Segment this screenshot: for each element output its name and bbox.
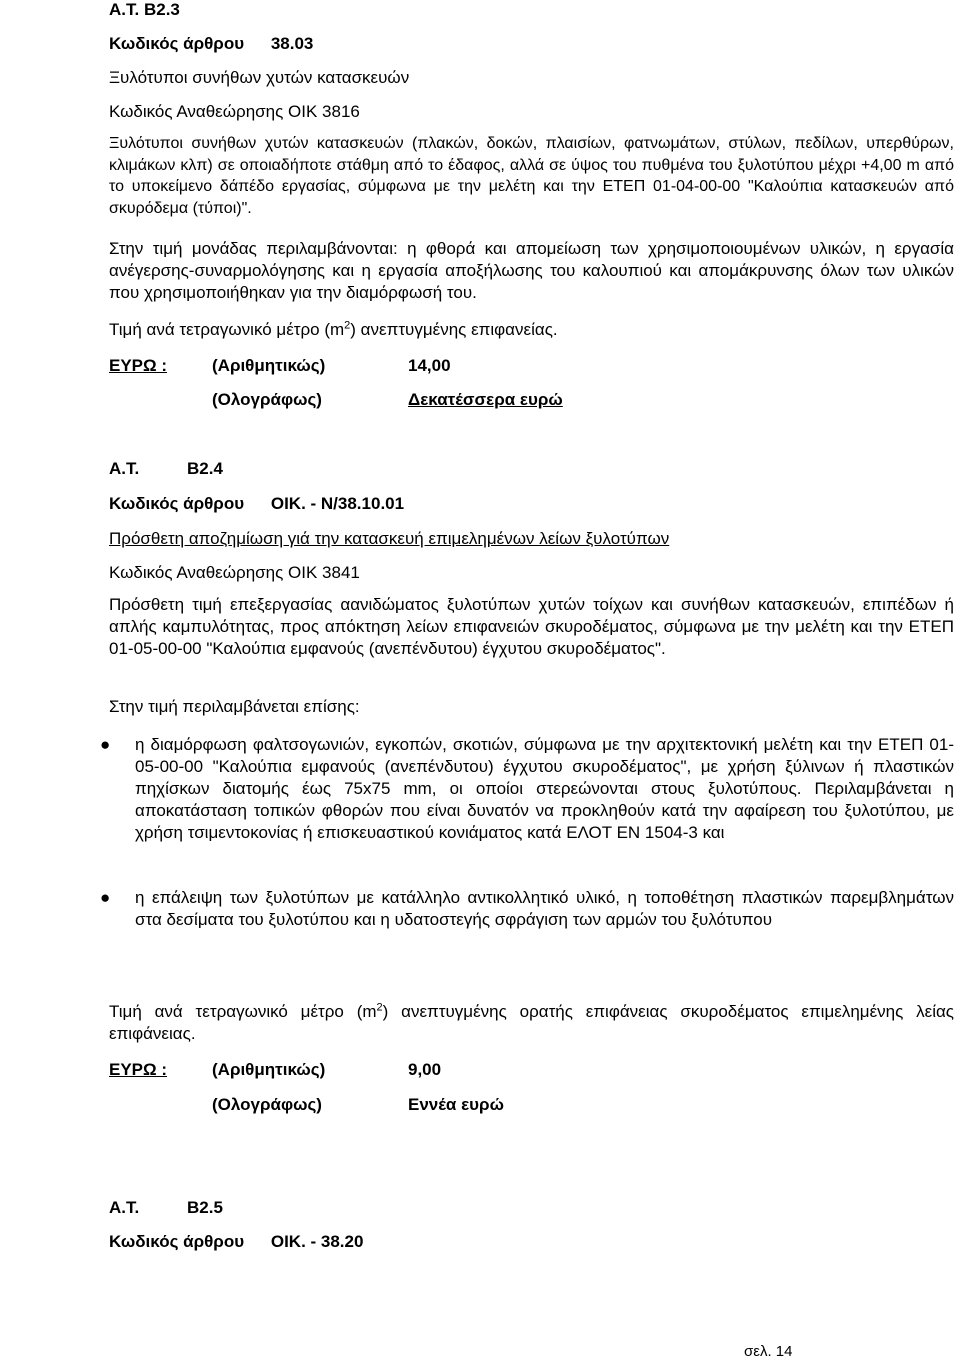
s1-price-numeric-row: [109, 356, 809, 376]
s2-includes-label: Στην τιμή περιλαμβάνεται επίσης:: [109, 697, 360, 716]
s2-description: Πρόσθετη τιμή επεξεργασίας αανιδώματος ξυλοτύπων χυτών τοίχων και συνήθων κατασκευών, επιπέδων ή απλής καμπυλότητας, προς απόκτηση λείων επιφανειών σκυροδέματος, σύμφωνα με την μελέτη και την ΕΤΕΠ 01-05-00-00 "Καλούπια εμφανούς (ανεπένδυτου) έγχυτου σκυροδέματος".: [109, 595, 954, 658]
s2-words-label: (Ολογράφως): [212, 1095, 322, 1114]
s2-numeric-value: 9,00: [408, 1060, 442, 1079]
s2-bullet-1: η διαμόρφωση φαλτσογωνιών, εγκοπών, σκοτιών, σύμφωνα με την αρχιτεκτονική μελέτη και την ΕΤΕΠ 01-05-00-00 "Καλούπια εμφανούς (ανεπένδυτου) έγχυτου σκυροδέματος", με χρήση ξύλινων ή πλαστικών πηχίσκων διατομής έως 75x75 mm, οι οποίοι στερεώνονται στους ξυλοτύπους. Περιλαμβάνεται η αποκατάσταση τοπικών φθορών που είναι δυνατόν να προκληθούν κατά την αφαίρεση του ξυλοτύπου, με χρήση τσιμεντοκονίας ή επισκευαστικού κονιάματος κατά ΕΛΟΤ ΕΝ 1504-3 και: [135, 735, 954, 842]
s2-revision: Κωδικός Αναθεώρησης ΟΙΚ 3841: [109, 563, 360, 582]
s2-bullet-2: η επάλειψη των ξυλοτύπων με κατάλληλο αντικολλητικό υλικό, η τοποθέτηση πλαστικών παρεμβλημάτων στα δεσίματα του ξυλοτύπου και η υδατοστεγής σφράγιση των αρμών του ξυλότυπου: [135, 888, 954, 929]
s1-words-label: (Ολογράφως): [212, 390, 322, 409]
s1-code-row: [109, 34, 313, 54]
s1-title: Ξυλότυποι συνήθων χυτών κατασκευών: [109, 68, 410, 87]
s1-unit-sup: 2: [344, 319, 351, 332]
s1-numeric-label: (Αριθμητικώς): [212, 356, 326, 375]
s2-unit-line: [109, 1001, 954, 1045]
s2-at-label: Α.Τ.: [109, 459, 140, 478]
s1-revision: Κωδικός Αναθεώρησης ΟΙΚ 3816: [109, 102, 360, 121]
s2-unit-sup: 2: [376, 1001, 383, 1014]
s1-euro-label: ΕΥΡΩ :: [109, 356, 168, 375]
s2-code-value: ΟΙΚ. - Ν/38.10.01: [270, 494, 405, 513]
s1-description: Ξυλότυποι συνήθων χυτών κατασκευών (πλακών, δοκών, πλαισίων, φατνωμάτων, στύλων, πεδίλων, υπερθύρων, κλιμάκων κλπ) σε οποιαδήποτε στάθμη από το έδαφος, αλλά σε ύψος του πυθμένα του ξυλοτύπου μέχρι +4,00 m από το υποκείμενο δάπέδο εργασίας, σύμφωνα με την μελέτη και την ΕΤΕΠ 01-04-00-00 "Καλούπια κατασκευών από σκυρόδεμα (τύποι)".: [109, 135, 954, 217]
s2-title: Πρόσθετη αποζημίωση γιά την κατασκευή επιμελημένων λείων ξυλοτύπων: [109, 529, 670, 548]
s3-code-label: Κωδικός άρθρου: [109, 1232, 245, 1251]
s2-price-numeric-row: [109, 1060, 809, 1080]
bullet-icon: ●: [100, 735, 111, 754]
s1-code-value: 38.03: [270, 34, 314, 53]
s2-words-value: Εννέα ευρώ: [408, 1095, 504, 1114]
s2-code-row: [109, 494, 404, 514]
s2-numeric-label: (Αριθμητικώς): [212, 1060, 326, 1079]
s3-code-value: ΟΙΚ. - 38.20: [270, 1232, 364, 1251]
s1-code-label: Κωδικός άρθρου: [109, 34, 245, 53]
bullet-icon: ●: [100, 888, 111, 907]
s3-code-row: [109, 1232, 363, 1252]
s1-unit-post: ) ανεπτυγμένης επιφανείας.: [350, 320, 558, 339]
s1-at-label: Α.Τ. Β2.3: [109, 0, 180, 19]
s2-at-row: [109, 459, 509, 479]
s2-code-label: Κωδικός άρθρου: [109, 494, 245, 513]
s1-unit-line: [109, 320, 558, 340]
s1-words-value: Δεκατέσσερα ευρώ: [408, 390, 563, 409]
s2-euro-label: ΕΥΡΩ :: [109, 1060, 168, 1079]
s3-at-row: [109, 1198, 509, 1218]
s2-unit-pre: Τιμή ανά τετραγωνικό μέτρο (m: [109, 1002, 377, 1021]
s1-includes: Στην τιμή μονάδας περιλαμβάνονται: η φθορά και απομείωση των χρησιμοποιουμένων υλικών, η εργασία ανέγερσης-συναρμολόγησης και η εργασία αποξήλωσης του καλουπιού και απομάκρυνσης όλων των υλικών που χρησιμοποιήθηκαν για την διαμόρφωσή του.: [109, 239, 954, 302]
s1-numeric-value: 14,00: [408, 356, 451, 375]
s3-at-label: Α.Τ.: [109, 1198, 140, 1217]
s2-unit-post: ) ανεπτυγμένης ορατής επιφάνειας σκυροδέματος επιμελημένης λείας επιφάνειας.: [109, 1002, 954, 1043]
s2-at-value: Β2.4: [187, 459, 223, 478]
s3-at-value: Β2.5: [187, 1198, 223, 1217]
page-number: σελ. 14: [744, 1343, 793, 1360]
s1-unit-pre: Τιμή ανά τετραγωνικό μέτρο (m: [109, 320, 345, 339]
